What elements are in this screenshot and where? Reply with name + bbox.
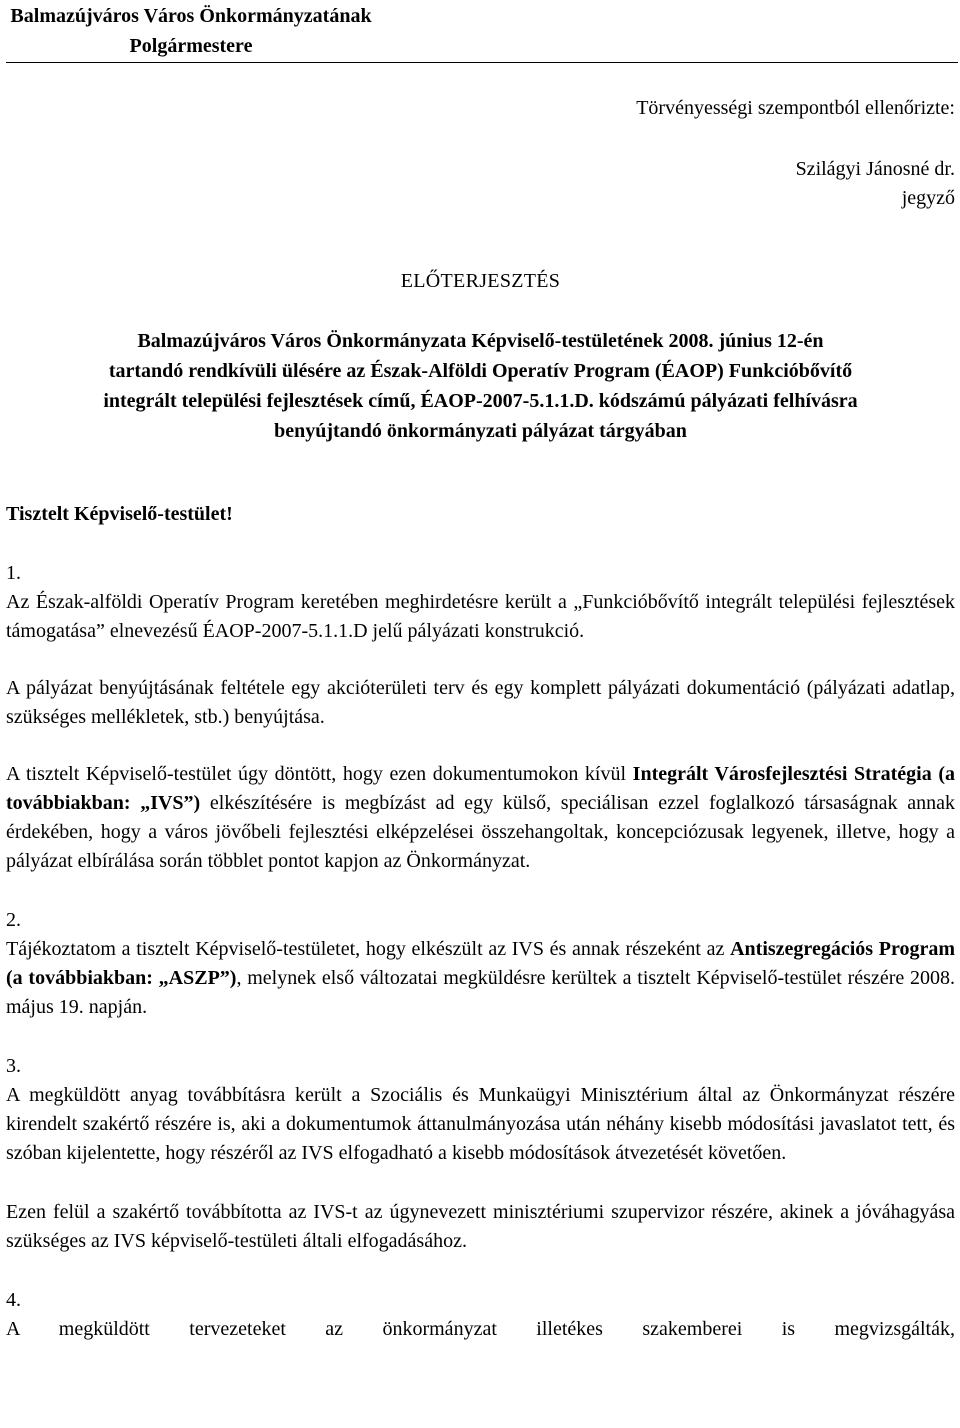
section-1-p3-text-a: A tisztelt Képviselő-testület úgy döntött, hogy ezen dokumentumokon kívül bbox=[6, 763, 633, 785]
section-1-p3-text-b: elkészítésére is megbízást ad egy külső, speciálisan ezzel foglalkozó társaságnak annak érdekében, hogy a város jövőbeli fejlesztési elképzelései összehangoltak, koncepciózusak legyenek, illetve, hogy a pályázat elbírálása során többlet pontot kapjon az Önkormányzat. bbox=[6, 792, 955, 872]
document-page bbox=[6, 0, 956, 1340]
salutation: Tisztelt Képviselő-testület! bbox=[6, 503, 233, 525]
legal-check-label: Törvényességi szempontból ellenőrizte: bbox=[636, 97, 955, 119]
document-body bbox=[6, 500, 955, 1344]
aszp-definition: Antiszegregációs Program (a továbbiakban: „ASZP”) bbox=[6, 938, 955, 989]
section-1-paragraph-2: A pályázat benyújtásának feltétele egy akcióterületi terv és egy komplett pályázati dokumentáció (pályázati adatlap, szükséges mellékletek, stb.) benyújtása. bbox=[6, 677, 955, 728]
subject-line-2: tartandó rendkívüli ülésére az Észak-Alföldi Operatív Program (ÉAOP) Funkcióbővítő bbox=[108, 360, 853, 382]
section-4-paragraph-1: A megküldött tervezeteket az önkormányzat illetékes szakemberei is megvizsgálták, bbox=[6, 1318, 955, 1340]
document-subject bbox=[6, 326, 955, 446]
section-1-paragraph-3 bbox=[6, 760, 955, 876]
subject-line-3: integrált települési fejlesztések című, ÉAOP-2007-5.1.1.D. kódszámú pályázati felhívásra bbox=[103, 390, 858, 412]
section-1-paragraph-1: Az Észak-alföldi Operatív Program keretében meghirdetésre került a „Funkcióbővítő integrált települési fejlesztések támogatása” elnevezésű ÉAOP-2007-5.1.1.D jelű pályázati konstrukció. bbox=[6, 591, 955, 642]
section-3-paragraph-1: A megküldött anyag továbbításra került a Szociális és Munkaügyi Minisztérium által az Önkormányzat részére kirendelt szakértő részére is, aki a dokumentumok áttanulmányozása után néhány kisebb módosítási javaslatot tett, és szóban kijelentette, hogy részéről az IVS elfogadható a kisebb módosítások átvezetését követően. bbox=[6, 1084, 955, 1164]
signer-name: Szilágyi Jánosné dr. bbox=[795, 158, 955, 180]
section-1-number: 1. bbox=[6, 562, 21, 584]
header-line-2: Polgármestere bbox=[129, 35, 253, 57]
section-4-number: 4. bbox=[6, 1289, 21, 1311]
section-3-paragraph-2: Ezen felül a szakértő továbbította az IVS-t az úgynevezett minisztériumi szupervizor részére, akinek a jóváhagyása szükséges az IVS képviselő-testületi általi elfogadásához. bbox=[6, 1201, 955, 1252]
header-line-1: Balmazújváros Város Önkormányzatának bbox=[10, 5, 372, 27]
signer-role: jegyző bbox=[901, 187, 955, 209]
section-2-p1-text-b: , melynek első változatai megküldésre kerültek a tisztelt Képviselő-testület részére 2008. május 19. napján. bbox=[6, 967, 956, 1018]
section-2-number: 2. bbox=[6, 909, 21, 931]
section-3-number: 3. bbox=[6, 1055, 21, 1077]
ivs-definition: Integrált Városfejlesztési Stratégia (a továbbiakban: „IVS”) bbox=[6, 763, 956, 814]
section-2-paragraph-1 bbox=[6, 935, 955, 1022]
document-title: ELŐTERJESZTÉS bbox=[400, 270, 561, 292]
document-header bbox=[6, 0, 376, 61]
section-2-p1-text-a: Tájékoztatom a tisztelt Képviselő-testületet, hogy elkészült az IVS és annak részeként az bbox=[6, 938, 731, 960]
legal-check-signer bbox=[796, 155, 955, 213]
subject-line-4: benyújtandó önkormányzati pályázat tárgyában bbox=[274, 420, 687, 442]
subject-line-1: Balmazújváros Város Önkormányzata Képviselő-testületének 2008. június 12-én bbox=[137, 330, 824, 352]
header-divider bbox=[6, 62, 958, 63]
